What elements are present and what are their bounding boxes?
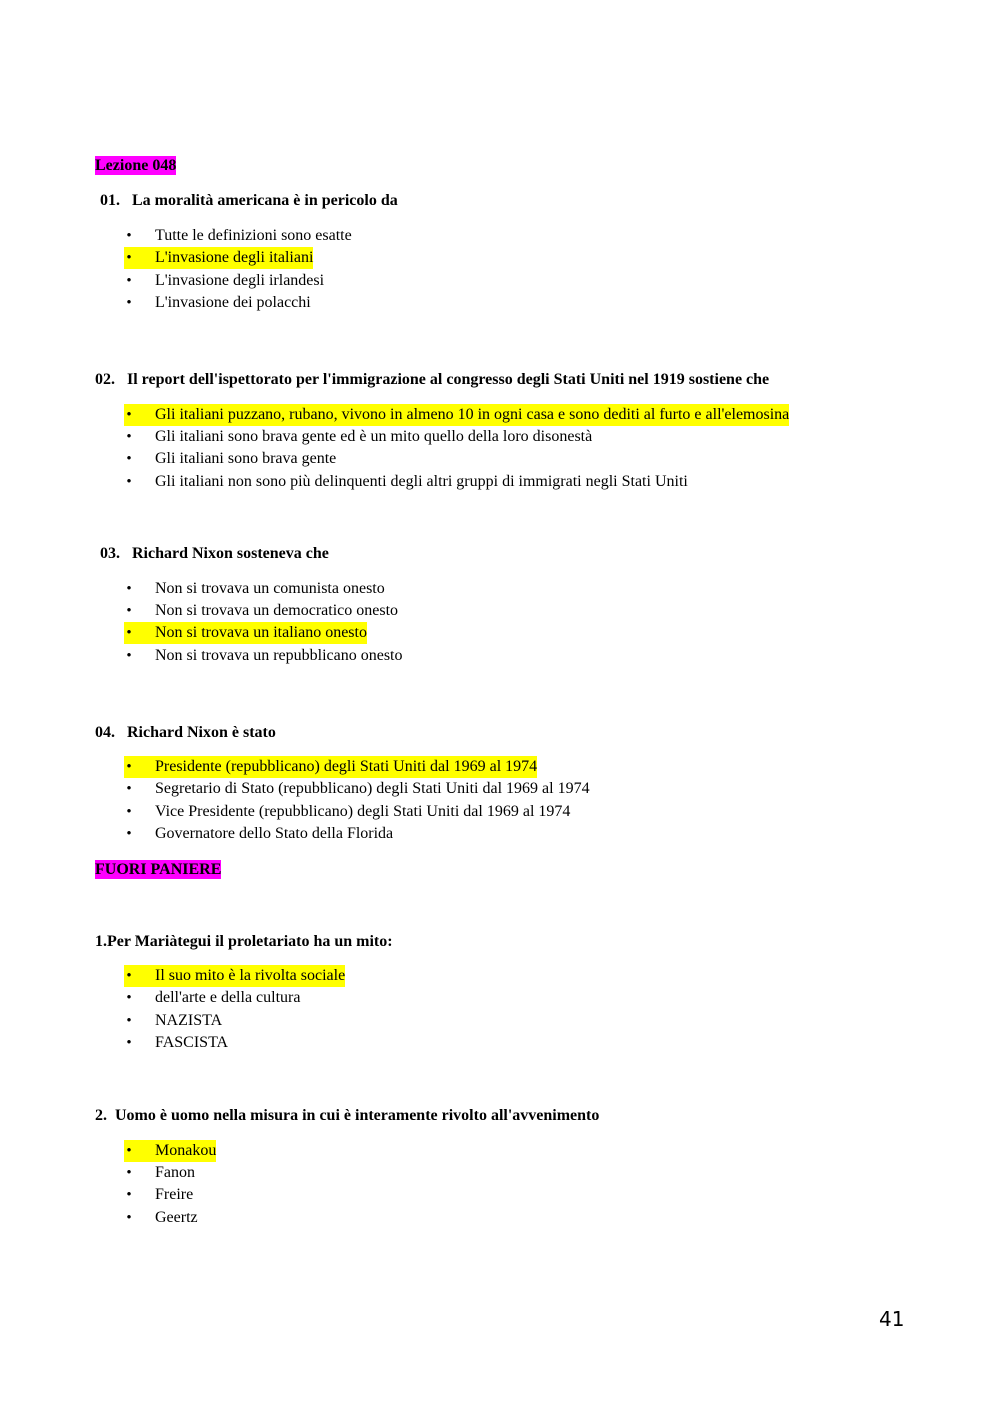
bullet-icon: • [126, 273, 132, 289]
question-number: 04. [95, 724, 115, 741]
option-text: FASCISTA [155, 1034, 229, 1051]
bullet-icon: • [126, 968, 132, 984]
bullet-icon: • [126, 603, 132, 619]
question-text: Uomo è uomo nella misura in cui è interamente rivolto all'avvenimento [115, 1107, 600, 1124]
bullet-icon: • [126, 1210, 132, 1226]
option-text: Gli italiani non sono più delinquenti degli altri gruppi di immigrati negli Stati Uniti [155, 473, 688, 490]
question-text: Per Mariàtegui il proletariato ha un mito: [107, 933, 393, 950]
question-number: 02. [95, 371, 115, 388]
option-text: Monakou [155, 1142, 217, 1159]
question-5 [95, 932, 393, 951]
option-text: Freire [155, 1186, 194, 1203]
page-number: 41 [879, 1307, 905, 1331]
option-item-correct [124, 404, 789, 426]
question-text: La moralità americana è in pericolo da [132, 192, 398, 209]
option-text: Gli italiani puzzano, rubano, vivono in almeno 10 in ogni casa e sono dediti al furto e all'elemosina [155, 406, 790, 423]
lesson-title: Lezione 048 [95, 157, 177, 174]
option-text: Non si trovava un repubblicano onesto [155, 647, 403, 664]
option-item-correct [124, 1140, 216, 1162]
option-text: Non si trovava un comunista onesto [155, 580, 385, 597]
question-number: 2. [95, 1107, 107, 1124]
option-text: Non si trovava un democratico onesto [155, 602, 399, 619]
question-6 [95, 1106, 599, 1125]
option-text: Governatore dello Stato della Florida [155, 825, 394, 842]
option-text: dell'arte e della cultura [155, 989, 301, 1006]
bullet-icon: • [126, 1013, 132, 1029]
option-text: L'invasione degli italiani [155, 249, 314, 266]
question-text: Richard Nixon sosteneva che [132, 545, 329, 562]
option-text: Il suo mito è la rivolta sociale [155, 967, 346, 984]
bullet-icon: • [126, 781, 132, 797]
bullet-icon: • [126, 407, 132, 423]
bullet-icon: • [126, 1187, 132, 1203]
option-item-correct [124, 622, 367, 644]
bullet-icon: • [126, 451, 132, 467]
option-text: Tutte le definizioni sono esatte [155, 227, 352, 244]
option-text: Fanon [155, 1164, 195, 1181]
bullet-icon: • [126, 804, 132, 820]
question-number: 01. [100, 192, 120, 209]
option-text: Vice Presidente (repubblicano) degli Stati Uniti dal 1969 al 1974 [155, 803, 571, 820]
bullet-icon: • [126, 625, 132, 641]
bullet-icon: • [126, 759, 132, 775]
bullet-icon: • [126, 990, 132, 1006]
question-text: Richard Nixon è stato [127, 724, 276, 741]
bullet-icon: • [126, 1035, 132, 1051]
section-title: FUORI PANIERE [95, 861, 222, 878]
bullet-icon: • [126, 648, 132, 664]
question-3 [100, 544, 329, 563]
question-number: 1. [95, 933, 107, 950]
question-text: Il report dell'ispettorato per l'immigrazione al congresso degli Stati Uniti nel 1919 sostiene che [127, 371, 770, 388]
question-number: 03. [100, 545, 120, 562]
option-item-correct [124, 965, 345, 987]
option-text: Geertz [155, 1209, 198, 1226]
bullet-icon: • [126, 1165, 132, 1181]
option-text: L'invasione degli irlandesi [155, 272, 325, 289]
question-2 [95, 370, 769, 389]
bullet-icon: • [126, 1143, 132, 1159]
question-1 [100, 191, 398, 210]
option-text: Gli italiani sono brava gente ed è un mito quello della loro disonestà [155, 428, 593, 445]
option-item-correct [124, 756, 537, 778]
bullet-icon: • [126, 250, 132, 266]
bullet-icon: • [126, 429, 132, 445]
option-text: NAZISTA [155, 1012, 223, 1029]
question-4 [95, 723, 276, 742]
bullet-icon: • [126, 228, 132, 244]
option-item-correct [124, 247, 313, 269]
option-text: Gli italiani sono brava gente [155, 450, 337, 467]
bullet-icon: • [126, 295, 132, 311]
option-text: L'invasione dei polacchi [155, 294, 311, 311]
option-text: Non si trovava un italiano onesto [155, 624, 367, 641]
option-text: Segretario di Stato (repubblicano) degli Stati Uniti dal 1969 al 1974 [155, 780, 590, 797]
bullet-icon: • [126, 826, 132, 842]
bullet-icon: • [126, 474, 132, 490]
option-text: Presidente (repubblicano) degli Stati Uniti dal 1969 al 1974 [155, 758, 538, 775]
bullet-icon: • [126, 581, 132, 597]
